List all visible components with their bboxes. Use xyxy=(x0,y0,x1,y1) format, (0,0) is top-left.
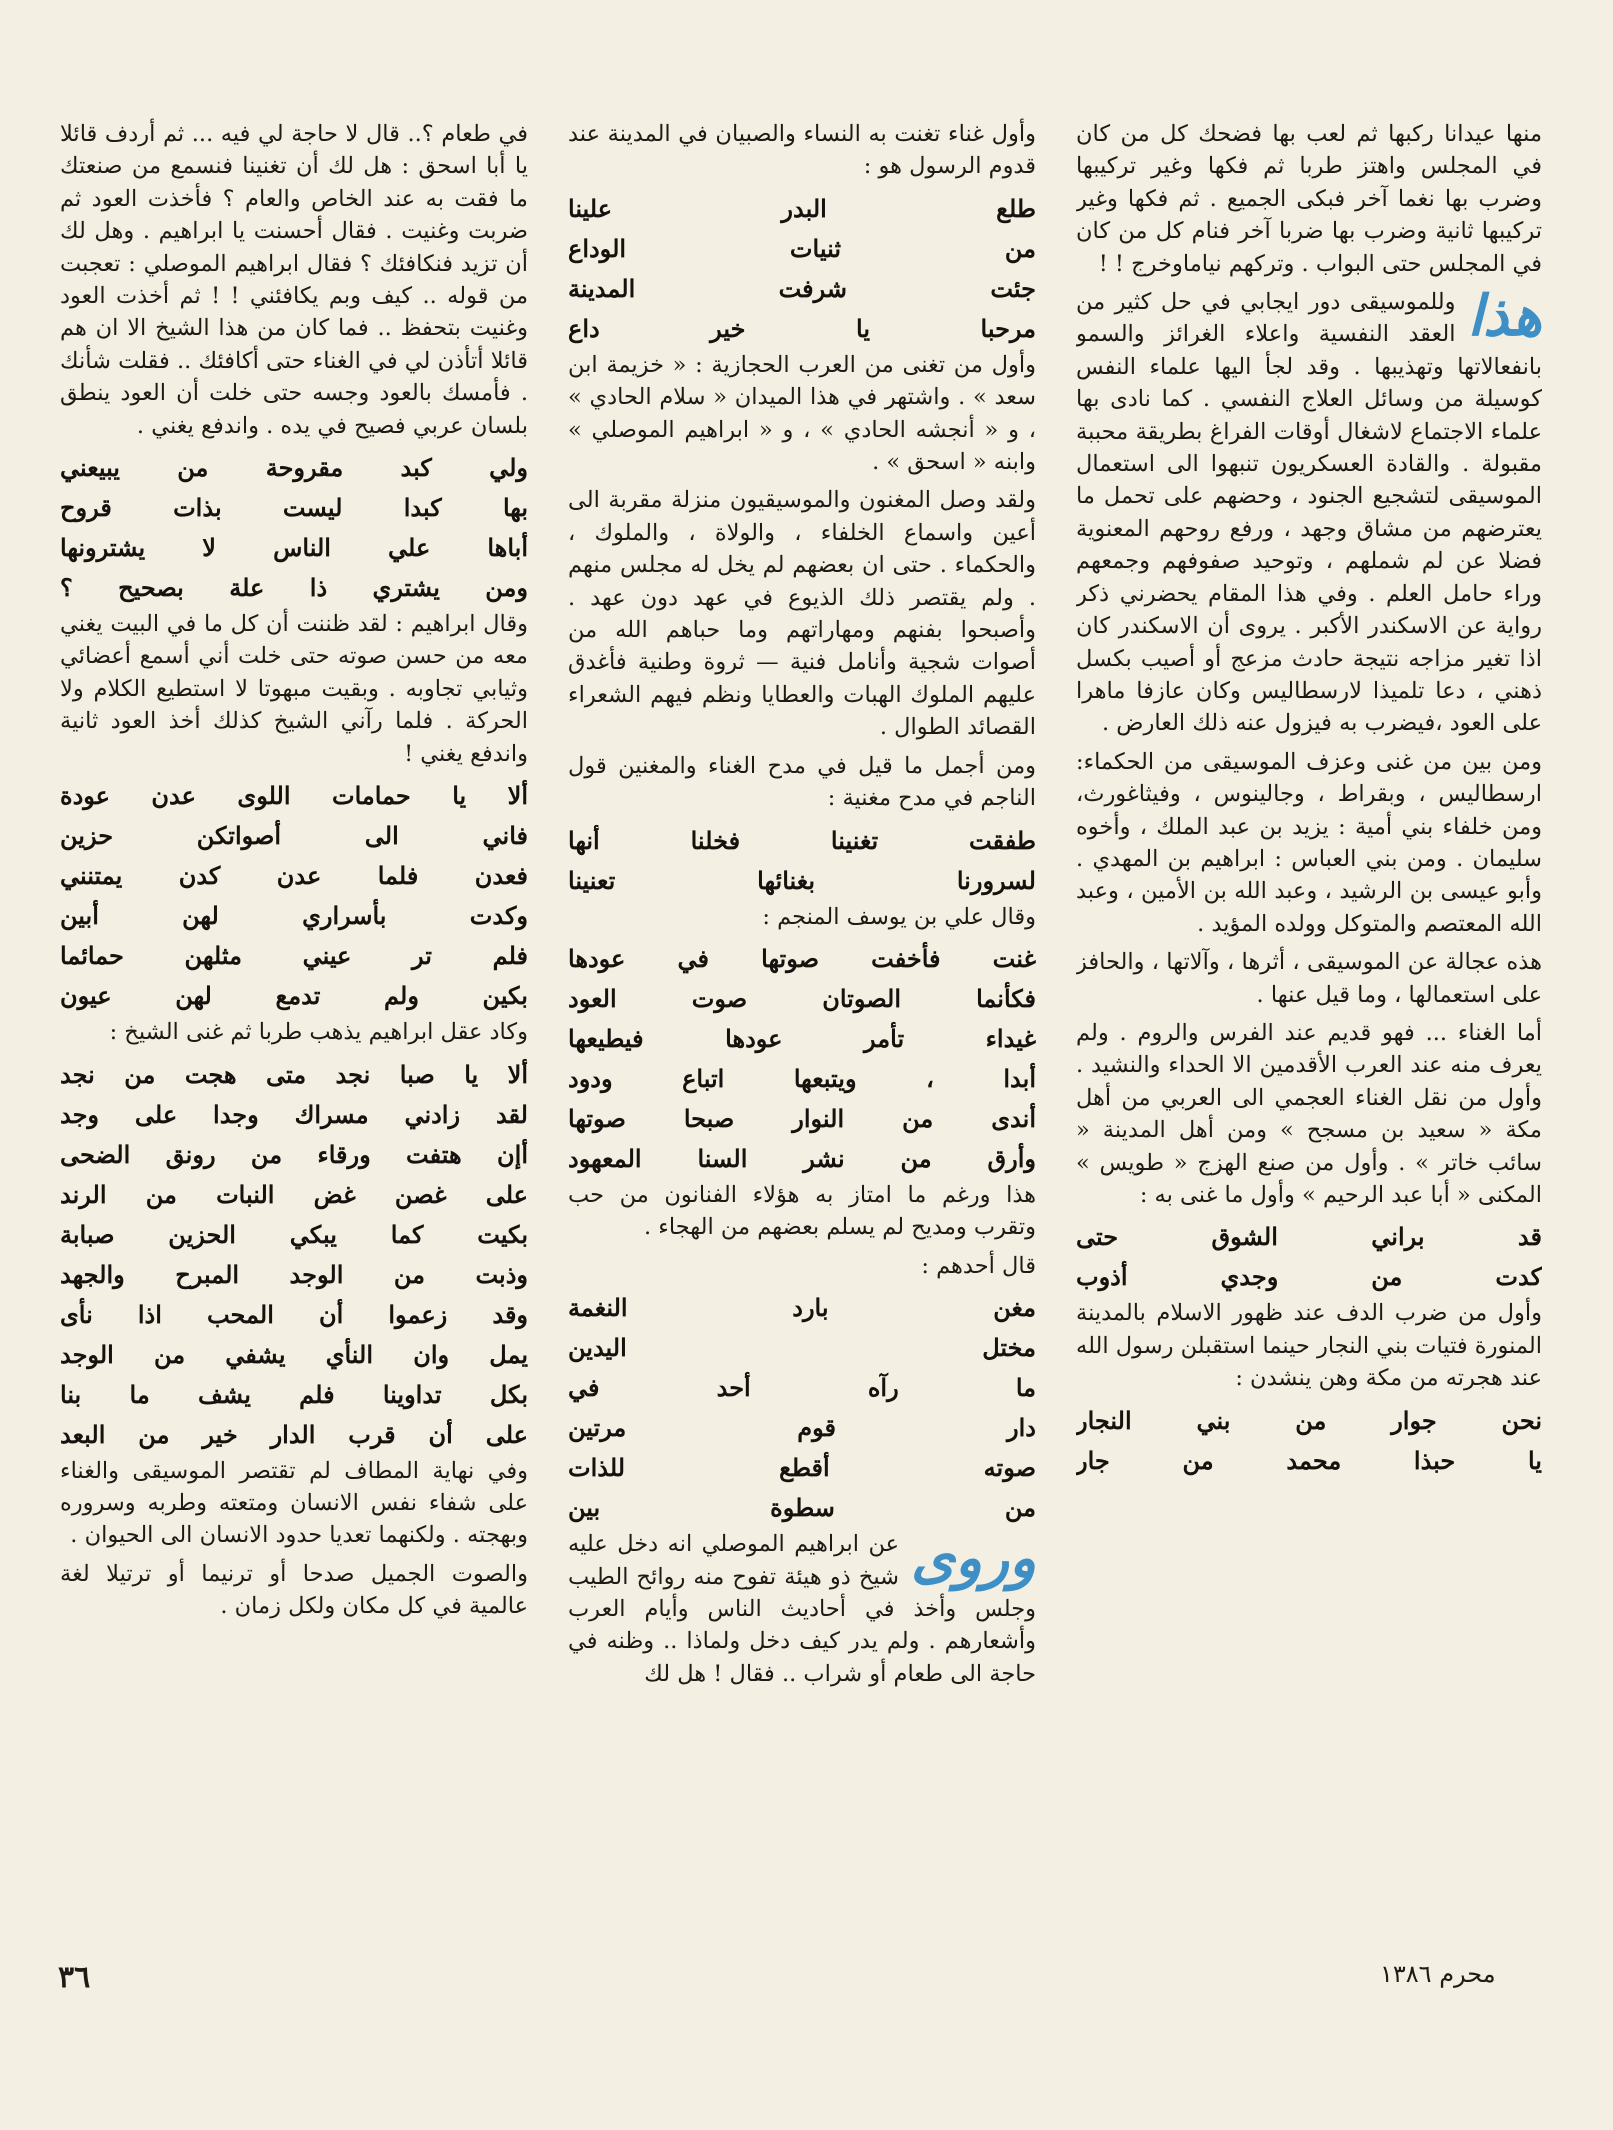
verse-line: بكين ولم تدمع لهن عيون xyxy=(60,981,528,1011)
verse-line: لسرورنا بغنائها تعنينا xyxy=(568,865,1036,895)
verse-line: وكدت بأسراري لهن أبين xyxy=(60,901,528,931)
verse-line: بها كبدا ليست بذات قروح xyxy=(60,493,528,523)
verse-line: يا حبذا محمد من جار xyxy=(1076,1445,1542,1475)
paragraph: منها عيدانا ركبها ثم لعب بها فضحك كل من كان في المجلس واهتز طربا ثم فكها وغير تركيبها وضرب بها نغما آخر فبكى الجميع . ثم فكها وغير تركيبها ثانية وضرب بها ضربا آخر فنام كل من كان في المجلس حتى البواب . وتركهم نياماوخرج ! ! xyxy=(1076,121,1542,277)
verse-line: ما رآه أحد في xyxy=(568,1373,1036,1403)
paragraph: هذه عجالة عن الموسيقى ، أثرها ، وآلاتها ، والحافز على استعمالها ، وما قيل عنها . xyxy=(1076,949,1542,1008)
paragraph: ولقد وصل المغنون والموسيقيون منزلة مقربة الى أعين واسماع الخلفاء ، والولاة ، والملوك ، والحكماء . حتى ان بعضهم لم يخل له مجلس منهم . ولم يقتصر ذلك الذيوع في عهد دون عهد . وأصبحوا بفنهم ومهاراتهم وما حباهم الله من أصوات شجية وأنامل فنية — ثروة وطنية فأغدق عليهم الملوك الهبات والعطايا ونظم فيهم الشعراء القصائد الطوال . xyxy=(568,487,1036,741)
issue-date: محرم ١٣٨٦ xyxy=(1380,1960,1496,1988)
paragraph: ومن أجمل ما قيل في مدح الغناء والمغنين قول الناجم في مدح مغنية : xyxy=(568,752,1036,812)
verse-line: يمل وان النأي يشفي من الوجد xyxy=(60,1339,528,1369)
verse-line: أندى من النوار صبحا صوتها xyxy=(568,1103,1036,1133)
verse-line: مغن بارد النغمة xyxy=(568,1293,1036,1323)
verse-line: لقد زادني مسراك وجدا على وجد xyxy=(60,1099,528,1129)
verse-line: أباها علي الناس لا يشترونها xyxy=(60,533,528,563)
verse-line: ألا يا حمامات اللوى عدن عودة xyxy=(60,781,528,811)
paragraph: أما الغناء ... فهو قديم عند الفرس والروم . ولم يعرف منه عند العرب الأقدمين الا الحداء والنشيد . وأول من نقل الغناء العجمي الى العربي من أهل مكة « سعيد بن مسجح » ومن أهل المدينة « سائب خاتر » . وأول من صنع الهزج « طويس » المكنى « أبا عبد الرحيم » وأول ما غنى به : xyxy=(1076,1019,1542,1208)
verse-line: من ثنيات الوداع xyxy=(568,233,1036,263)
verse-line: بكيت كما يبكي الحزين صبابة xyxy=(60,1219,528,1249)
verse-line: أبدا ، ويتبعها اتباع ودود xyxy=(568,1063,1036,1093)
verse-line: من سطوة بين xyxy=(568,1493,1036,1523)
verse-line: بكل تداوينا فلم يشف ما بنا xyxy=(60,1379,528,1409)
verse-line: فلم تر عيني مثلهن حمائما xyxy=(60,941,528,971)
article-column-right xyxy=(1076,118,1542,1988)
paragraph: وأول غناء تغنت به النساء والصبيان في المدينة عند قدوم الرسول هو : xyxy=(568,121,1036,180)
paragraph: وقال ابراهيم : لقد ظننت أن كل ما في البيت يغني معه من حسن صوته حتى خلت أني أسمع أعضائي وثيابي تجاوبه . وبقيت مبهوتا لا استطيع الكلام ولا الحركة . فلما رآني الشيخ كذلك أخذ العود ثانية واندفع يغني ! xyxy=(60,611,528,767)
verse-line: على غصن غض النبات من الرند xyxy=(60,1179,528,1209)
verse-line: وأرق من نشر السنا المعهود xyxy=(568,1143,1036,1173)
verse-line: أإن هتفت ورقاء من رونق الضحى xyxy=(60,1139,528,1169)
paragraph xyxy=(568,1525,1036,1690)
verse-line: فاني الى أصواتكن حزين xyxy=(60,821,528,851)
verse-line: طلع البدر علينا xyxy=(568,193,1036,223)
paragraph-text: وللموسيقى دور ايجابي في حل كثير من العقد النفسية واعلاء الغرائز والسمو بانفعالاتها وتهذيبها . وقد لجأ اليها علماء النفس كوسيلة من وسائل العلاج النفسي . كما نادى بها علماء الاجتماع لاشغال أوقات الفراغ بطريقة محببة مقبولة . والقادة العسكريون تنبهوا الى استعمال الموسيقى لتشجيع الجنود ، وحضهم على تحمل ما يعترضهم من مشاق وجهد ، ورفع روحهم المعنوية فضلا عن لم شملهم ، وتوحيد صفوفهم وجمعهم وراء حامل العلم . وفي هذا المقام يحضرني ذكر رواية عن الاسكندر الأكبر . يروى أن الاسكندر كان اذا تغير مزاجه نتيجة حادث مزعج أو أصيب بكسل ذهني ، دعا تلميذا لارسطاليس وكان عازفا ماهرا على العود ،فيضرب به فيزول عنه ذلك العارض . xyxy=(1076,289,1542,737)
drop-cap-word: هذا xyxy=(1467,283,1542,350)
paragraph: هذا ورغم ما امتاز به هؤلاء الفنانون من حب وتقرب ومديح لم يسلم بعضهم من الهجاء . xyxy=(568,1181,1036,1241)
paragraph-text: عن ابراهيم الموصلي انه دخل عليه شيخ ذو هيئة تفوح منه روائح الطيب وجلس وأخذ في أحاديث الناس وأيام العرب وأشعارهم . ولم يدر كيف دخل ولماذا .. وظنه في حاجة الى طعام أو شراب .. فقال ! هل لك xyxy=(568,1531,1036,1687)
verse-line: نحن جوار من بني النجار xyxy=(1076,1405,1542,1435)
verse-line: مرحبا يا خير داع xyxy=(568,313,1036,343)
verse-line: وقد زعموا أن المحب اذا نأى xyxy=(60,1299,528,1329)
paragraph: وأول من تغنى من العرب الحجازية : « خزيمة ابن سعد » . واشتهر في هذا الميدان « سلام الحادي » ، و « أنجشه الحادي » ، و « ابراهيم الموصلي » وابنه « اسحق » . xyxy=(568,351,1036,476)
verse-line: فعدن فلما عدن كدن يمتنني xyxy=(60,861,528,891)
drop-cap-word: وروى xyxy=(911,1525,1036,1592)
verse-line: على أن قرب الدار خير من البعد xyxy=(60,1419,528,1449)
paragraph: وفي نهاية المطاف لم تقتصر الموسيقى والغناء على شفاء نفس الانسان ومتعته وطربه وسروره وبهجته . ولكنهما تعديا حدود الانسان الى الحيوان . xyxy=(60,1457,528,1549)
verse-line: ومن يشتري ذا علة بصحيح ؟ xyxy=(60,573,528,603)
paragraph: قال أحدهم : xyxy=(921,1252,1036,1279)
verse-line: طفقت تغنينا فخلنا أنها xyxy=(568,825,1036,855)
verse-line: كدت من وجدي أذوب xyxy=(1076,1262,1542,1292)
verse-line: فكأنما الصوتان صوت العود xyxy=(568,983,1036,1013)
paragraph: وقال علي بن يوسف المنجم : xyxy=(762,903,1036,930)
article-column-middle xyxy=(568,118,1036,1988)
article-column-left xyxy=(60,118,528,1988)
verse-line: جئت شرفت المدينة xyxy=(568,273,1036,303)
verse-line: صوته أقطع للذات xyxy=(568,1453,1036,1483)
verse-line: قد براني الشوق حتى xyxy=(1076,1222,1542,1252)
verse-line: ألا يا صبا نجد متى هجت من نجد xyxy=(60,1059,528,1089)
paragraph: وكاد عقل ابراهيم يذهب طربا ثم غنى الشيخ : xyxy=(109,1019,528,1046)
verse-line: ولي كبد مقروحة من يبيعني xyxy=(60,453,528,483)
paragraph: والصوت الجميل صدحا أو ترنيما أو ترتيلا لغة عالمية في كل مكان ولكل زمان . xyxy=(60,1560,528,1620)
verse-line: دار قوم مرتين xyxy=(568,1413,1036,1443)
verse-line: مختل اليدين xyxy=(568,1333,1036,1363)
paragraph: وأول من ضرب الدف عند ظهور الاسلام بالمدينة المنورة فتيات بني النجار حينما استقبلن رسول الله عند هجرته من مكة وهن ينشدن : xyxy=(1076,1300,1542,1392)
verse-line: غيداء تأمر عودها فيطيعها xyxy=(568,1023,1036,1053)
verse-line: غنت فأخفت صوتها في عودها xyxy=(568,943,1036,973)
paragraph: ومن بين من غنى وعزف الموسيقى من الحكماء: ارسطاليس ، وبقراط ، وجالينوس ، وفيثاغورث، ومن خلفاء بني أمية : يزيد بن عبد الملك ، وأخوه سليمان . ومن بني العباس : ابراهيم بن المهدي . وأبو عيسى بن الرشيد ، وعبد الله بن الأمين ، وعبد الله المعتصم والمتوكل وولده المؤيد . xyxy=(1076,748,1542,937)
page-number: ٣٦ xyxy=(58,1960,91,1995)
verse-line: وذبت من الوجد المبرح والجهد xyxy=(60,1259,528,1289)
paragraph: في طعام ؟.. قال لا حاجة لي فيه ... ثم أردف قائلا يا أبا اسحق : هل لك أن تغنينا فنسمع من صنعتك ما فقت به عند الخاص والعام ؟ فأخذت العود ثم ضربت وغنيت . فقال أحسنت يا ابراهيم . وهل لك أن تزيد فنكافئك ؟ فقال ابراهيم الموصلي : تعجبت من قوله .. كيف وبم يكافئني ! ! ثم أخذت العود وغنيت بتحفظ .. فما كان من هذا الشيخ الا ان هم قائلا أتأذن لي في الغناء حتى أكافئك .. فقلت شأنك . فأمسك بالعود وجسه حتى خلت أن العود ينطق بلسان عربي فصيح في يده . واندفع يغني . xyxy=(60,121,528,439)
paragraph xyxy=(1076,283,1542,740)
